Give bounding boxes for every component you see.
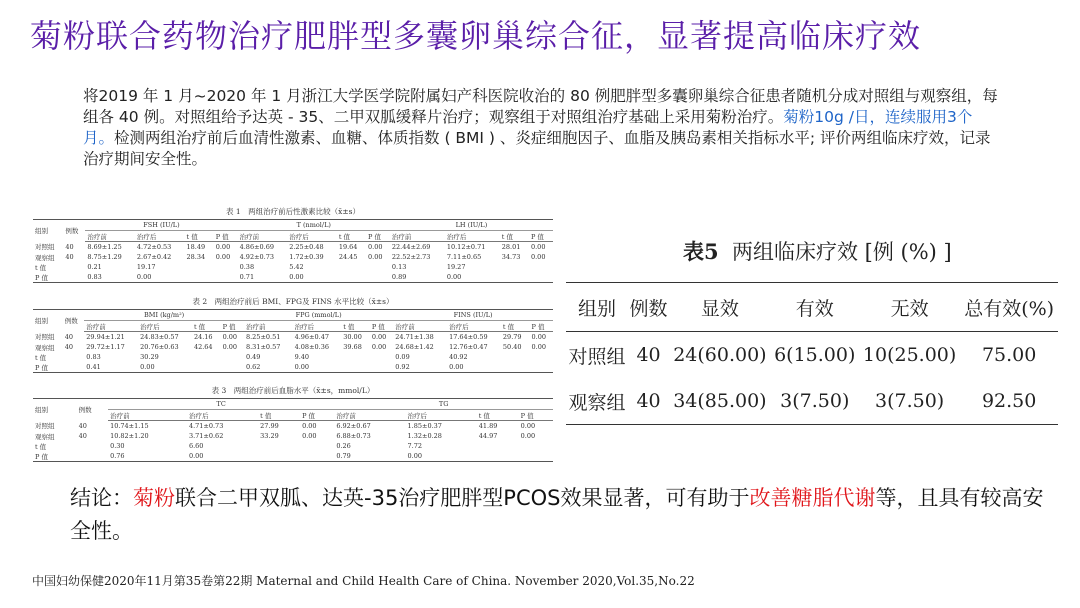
table-cell: 33.29 xyxy=(260,432,279,440)
table-cell xyxy=(221,352,244,362)
table-cell xyxy=(258,451,300,462)
table-cell: 0.00 xyxy=(287,272,337,283)
table-cell xyxy=(341,362,370,373)
table5-caption xyxy=(683,236,952,266)
col-group: 组别 xyxy=(33,220,63,242)
table-cell: 0.00 xyxy=(138,362,192,373)
table-cell: 0.00 xyxy=(520,432,536,440)
table-cell xyxy=(221,362,244,373)
table5-cell: 10(25.00) xyxy=(862,344,957,366)
table-cell: 40 xyxy=(78,432,87,440)
table-cell xyxy=(370,362,393,373)
table5-number: 表5 xyxy=(683,239,719,264)
table-cell xyxy=(501,352,530,362)
metric-header: FINS (IU/L) xyxy=(393,310,553,321)
table-row xyxy=(33,441,553,451)
table-cell: 44.97 xyxy=(478,432,498,440)
metric-header: LH (IU/L) xyxy=(390,220,553,231)
table-cell: 0.00 xyxy=(530,253,546,261)
col-group: 组别 xyxy=(33,310,63,332)
table-cell: 24.45 xyxy=(338,253,358,261)
table5-header: 总有效(%) xyxy=(960,283,1058,332)
table-cell: 28.01 xyxy=(501,243,521,251)
table-cell: t 值 xyxy=(35,442,47,451)
table-cell: 40.92 xyxy=(449,353,468,361)
table-cell: 1.85±0.37 xyxy=(407,422,442,430)
table-cell: 8.31±0.57 xyxy=(245,343,281,351)
table-row xyxy=(33,252,553,262)
table5-header: 无效 xyxy=(859,283,960,332)
table-cell: 8.69±1.25 xyxy=(87,243,122,251)
table-cell: 2.25±0.48 xyxy=(289,243,324,251)
table-cell: 0.83 xyxy=(85,272,135,283)
table-cell: 29.72±1.17 xyxy=(86,343,125,351)
sub-header: t 值 xyxy=(501,321,530,332)
table-cell: P 值 xyxy=(33,362,63,373)
table-row xyxy=(33,272,553,283)
table-cell: 29.94±1.21 xyxy=(86,333,125,341)
table-cell: 41.89 xyxy=(478,422,498,430)
table-cell: 4.96±0.47 xyxy=(294,333,329,341)
table-cell: 观察组 xyxy=(35,343,55,352)
intro-highlight: 菊粉10g /日，连续服用3个月。 xyxy=(83,108,973,147)
col-n: 例数 xyxy=(63,220,85,242)
table-cell: 0.76 xyxy=(108,451,187,462)
table-cell: 0.92 xyxy=(393,362,447,373)
table-cell xyxy=(366,272,390,283)
table-cell: 0.00 xyxy=(406,451,477,462)
citation-footer: 中国妇幼保健2020年11月第35卷第22期 Maternal and Child Health Care of China. November 2020,Vol.35,No.22 xyxy=(32,574,695,588)
table-cell xyxy=(370,352,393,362)
table-cell: 42.64 xyxy=(193,343,213,351)
table-cell: 0.00 xyxy=(447,362,501,373)
table-cell: 0.00 xyxy=(531,333,547,341)
slide-title: 菊粉联合药物治疗肥胖型多囊卵巢综合征，显著提高临床疗效 xyxy=(30,17,922,55)
metric-header: TC xyxy=(108,399,334,410)
sub-header: 治疗前 xyxy=(238,231,288,242)
table-cell: 0.38 xyxy=(239,263,255,271)
sub-header: 治疗前 xyxy=(84,321,138,332)
table-cell xyxy=(63,272,85,283)
table-cell xyxy=(63,352,85,362)
table-cell: 0.71 xyxy=(238,272,288,283)
sub-header: P 值 xyxy=(370,321,393,332)
table-cell: 8.75±1.29 xyxy=(87,253,122,261)
table-cell xyxy=(530,362,553,373)
table-cell: 4.08±0.36 xyxy=(294,343,329,351)
table3-caption: 表 3 两组治疗前后血脂水平（x̄±s，mmol/L） xyxy=(211,386,375,395)
sub-header: P 值 xyxy=(221,321,244,332)
table-cell: 观察组 xyxy=(35,253,55,262)
table2-caption: 表 2 两组治疗前后 BMI、FPG及 FINS 水平比较（x̄±s） xyxy=(192,297,394,306)
table-cell: 40 xyxy=(65,242,74,251)
sub-header: t 值 xyxy=(258,410,300,421)
table-cell: 0.49 xyxy=(245,353,261,361)
table-cell xyxy=(77,451,109,462)
table-cell: 18.49 xyxy=(186,243,206,251)
table5-cell: 对照组 xyxy=(568,345,626,368)
table-cell: 19.27 xyxy=(446,263,466,271)
table-cell: 0.00 xyxy=(215,253,231,261)
sub-header: P 值 xyxy=(529,231,553,242)
conclusion-emphasis-metabolism: 改善糖脂代谢 xyxy=(749,486,876,510)
table1 xyxy=(33,206,553,283)
table5-cell: 40 xyxy=(628,378,669,425)
table5-header: 例数 xyxy=(628,283,669,332)
table-cell: 0.41 xyxy=(84,362,138,373)
table-cell: 50.40 xyxy=(502,343,522,351)
table-cell: 5.42 xyxy=(289,263,304,271)
table-cell xyxy=(477,441,519,451)
table-cell: 0.26 xyxy=(336,442,351,450)
table-cell: 4.86±0.69 xyxy=(239,243,275,251)
sub-header: 治疗前 xyxy=(393,321,447,332)
table-cell: 19.17 xyxy=(136,263,156,271)
sub-header: 治疗后 xyxy=(406,410,477,421)
table-cell: 19.64 xyxy=(338,243,358,251)
table-cell: 4.92±0.73 xyxy=(239,253,275,261)
table-cell: t 值 xyxy=(35,263,47,272)
col-group: 组别 xyxy=(33,399,77,421)
table-cell: 0.09 xyxy=(395,353,410,361)
table2 xyxy=(33,296,553,373)
table-cell: 17.64±0.59 xyxy=(449,333,488,341)
table-cell: 0.00 xyxy=(445,272,500,283)
table-cell xyxy=(63,262,85,272)
table-cell: 0.00 xyxy=(293,362,342,373)
table-row xyxy=(33,352,553,362)
table-cell: 8.25±0.51 xyxy=(245,333,281,341)
table5-title: 两组临床疗效 [例 (%) ] xyxy=(731,240,952,264)
table-cell xyxy=(185,272,214,283)
table-cell: 10.12±0.71 xyxy=(446,243,486,251)
table5 xyxy=(566,282,1058,425)
sub-header: t 值 xyxy=(477,410,519,421)
table-cell: 7.11±0.65 xyxy=(446,253,482,261)
table-cell: t 值 xyxy=(35,353,47,362)
table-cell: 1.72±0.39 xyxy=(289,253,324,261)
table-row xyxy=(33,431,553,441)
table-cell: 0.00 xyxy=(302,432,317,440)
table-cell: 40 xyxy=(64,343,74,351)
table-cell: 1.32±0.28 xyxy=(407,432,442,440)
table5-cell: 34(85.00) xyxy=(669,378,770,425)
table-cell xyxy=(501,362,530,373)
table-cell: 24.71±1.38 xyxy=(395,333,434,341)
table-cell: 0.00 xyxy=(302,422,317,430)
table-cell: 0.00 xyxy=(520,422,536,430)
metric-header: FPG (mmol/L) xyxy=(244,310,393,321)
table-cell: 10.82±1.20 xyxy=(110,432,149,440)
table-cell: 40 xyxy=(64,332,74,341)
sub-header: t 值 xyxy=(500,231,529,242)
table-cell xyxy=(530,352,553,362)
sub-header: P 值 xyxy=(519,410,553,421)
table-row xyxy=(33,242,553,253)
table-cell: 对照组 xyxy=(35,243,55,252)
table-cell: P 值 xyxy=(33,272,63,283)
table-cell: 40 xyxy=(78,421,87,430)
metric-header: BMI (kg/m²) xyxy=(84,310,244,321)
table-cell: 对照组 xyxy=(35,422,55,431)
sub-header: P 值 xyxy=(214,231,238,242)
table-cell: 0.00 xyxy=(368,253,383,261)
table-cell: 0.13 xyxy=(391,263,407,271)
table5-row xyxy=(566,332,1058,379)
intro-text-1: 将2019 年 1 月~2020 年 1 月浙江大学医学院附属妇产科医院收治的 80 例肥胖型多囊卵巢综合征患者随机分成对照组与观察组，每组各 40 例。对照组给予达英 - 35、二甲双胍缓释片治疗；观察组于对照组治疗基础上采用菊粉治疗。 xyxy=(83,87,998,126)
table-cell: 观察组 xyxy=(35,432,55,441)
table-cell xyxy=(337,272,366,283)
conclusion-emphasis-inulin: 菊粉 xyxy=(133,486,175,510)
sub-header: 治疗前 xyxy=(85,231,135,242)
table-row xyxy=(33,421,553,432)
table-cell: 40 xyxy=(65,253,74,261)
sub-header: t 值 xyxy=(185,231,214,242)
table-row xyxy=(33,262,553,272)
table-cell: 0.00 xyxy=(222,343,238,351)
table-cell: 22.44±2.69 xyxy=(391,243,431,251)
table-cell: 0.00 xyxy=(531,343,547,351)
table5-header: 有效 xyxy=(771,283,859,332)
table-cell: 4.71±0.73 xyxy=(188,422,224,430)
sub-header: P 值 xyxy=(366,231,390,242)
table5-header: 组别 xyxy=(566,283,628,332)
sub-header: P 值 xyxy=(300,410,334,421)
table5-header: 显效 xyxy=(669,283,770,332)
table-cell: 0.00 xyxy=(530,243,546,251)
table-cell xyxy=(366,262,390,272)
table-cell: 对照组 xyxy=(35,333,55,342)
table-cell xyxy=(529,272,553,283)
table-cell: 0.00 xyxy=(135,272,185,283)
table-cell: 34.73 xyxy=(501,253,521,261)
table-cell: 0.21 xyxy=(87,263,102,271)
table-cell: 7.72 xyxy=(407,442,423,450)
table-cell xyxy=(77,441,109,451)
sub-header: 治疗后 xyxy=(187,410,258,421)
table5-cell: 观察组 xyxy=(566,378,628,425)
sub-header: 治疗前 xyxy=(108,410,187,421)
metric-header: TG xyxy=(334,399,553,410)
table-cell xyxy=(477,451,519,462)
table-cell xyxy=(341,352,370,362)
table3 xyxy=(33,385,553,462)
table-cell: P 值 xyxy=(33,451,77,462)
table-cell: 22.52±2.73 xyxy=(391,253,431,261)
table-cell xyxy=(519,441,553,451)
table-cell xyxy=(300,451,334,462)
table-row xyxy=(33,332,553,343)
table-cell: 24.16 xyxy=(193,333,213,341)
table5-row xyxy=(566,378,1058,425)
table5-cell: 40 xyxy=(636,344,661,366)
table-cell: 0.83 xyxy=(86,353,101,361)
table-cell: 6.92±0.67 xyxy=(336,422,371,430)
table-cell xyxy=(300,441,334,451)
col-n: 例数 xyxy=(77,399,109,421)
table-cell: 0.00 xyxy=(371,343,387,351)
conclusion-text: 联合二甲双胍、达英-35治疗肥胖型PCOS效果显著，可有助于 xyxy=(175,486,750,510)
table-cell: 39.68 xyxy=(343,343,362,351)
sub-header: 治疗后 xyxy=(287,231,337,242)
sub-header: 治疗前 xyxy=(390,231,445,242)
metric-header: FSH (IU/L) xyxy=(85,220,237,231)
table-row xyxy=(33,362,553,373)
metric-header: T (nmol/L) xyxy=(238,220,390,231)
table1-caption: 表 1 两组治疗前后性激素比较（x̄±s） xyxy=(225,207,361,216)
table-cell: 10.74±1.15 xyxy=(110,422,149,430)
sub-header: t 值 xyxy=(337,231,366,242)
sub-header: 治疗后 xyxy=(293,321,342,332)
table-cell: 6.88±0.73 xyxy=(336,432,371,440)
table-cell: 0.62 xyxy=(244,362,293,373)
sub-header: 治疗后 xyxy=(447,321,501,332)
table-row xyxy=(33,342,553,352)
conclusion-text-end: 等，且具有较高安全性。 xyxy=(70,486,1044,543)
table5-cell: 6(15.00) xyxy=(774,344,856,366)
table-cell xyxy=(529,262,553,272)
conclusion xyxy=(70,482,1050,548)
table-cell: 12.76±0.47 xyxy=(449,343,488,351)
sub-header: t 值 xyxy=(192,321,221,332)
conclusion-label: 结论： xyxy=(70,486,133,510)
sub-header: 治疗后 xyxy=(135,231,185,242)
table-cell: 24.83±0.57 xyxy=(140,333,179,341)
table-cell: 24.68±1.42 xyxy=(395,343,434,351)
table-cell xyxy=(192,352,221,362)
table-cell: 29.79 xyxy=(502,333,522,341)
table-cell xyxy=(192,362,221,373)
sub-header: 治疗前 xyxy=(244,321,293,332)
table-cell: 0.00 xyxy=(371,333,387,341)
table-cell: 2.67±0.42 xyxy=(136,253,172,261)
sub-header: 治疗前 xyxy=(334,410,405,421)
table-cell: 30.29 xyxy=(140,353,159,361)
table-cell xyxy=(185,262,214,272)
table-cell xyxy=(500,272,529,283)
table-cell: 0.89 xyxy=(390,272,445,283)
table5-cell: 3(7.50) xyxy=(771,378,859,425)
table5-cell: 24(60.00) xyxy=(673,344,767,366)
sub-header: P 值 xyxy=(530,321,553,332)
table5-cell: 75.00 xyxy=(981,344,1037,366)
intro-text-2: 检测两组治疗前后血清性激素、血糖、体质指数 ( BMI ) 、炎症细胞因子、血脂及胰岛素相关指标水平; 评价两组临床疗效，记录治疗期间安全性。 xyxy=(83,129,991,168)
table-cell xyxy=(214,262,238,272)
sub-header: 治疗后 xyxy=(138,321,192,332)
table-cell: 9.40 xyxy=(294,353,310,361)
table-cell xyxy=(519,451,553,462)
table-cell: 0.00 xyxy=(187,451,258,462)
table-cell: 30.00 xyxy=(343,333,362,341)
table-cell xyxy=(500,262,529,272)
table-cell: 0.30 xyxy=(110,442,125,450)
table-cell: 0.00 xyxy=(215,243,231,251)
col-n: 例数 xyxy=(63,310,85,332)
table-cell: 4.72±0.53 xyxy=(136,243,172,251)
table-cell: 20.76±0.63 xyxy=(140,343,179,351)
study-description xyxy=(83,86,1003,170)
table-cell: 3.71±0.62 xyxy=(188,432,224,440)
table-cell: 0.00 xyxy=(368,243,383,251)
table-cell xyxy=(337,262,366,272)
table-cell: 27.99 xyxy=(260,422,279,430)
sub-header: t 值 xyxy=(341,321,370,332)
table-cell xyxy=(63,362,85,373)
table-cell: 28.34 xyxy=(186,253,206,261)
table-cell xyxy=(258,441,300,451)
table-cell: 0.00 xyxy=(222,333,238,341)
table5-cell: 3(7.50) xyxy=(859,378,960,425)
table-cell: 0.79 xyxy=(334,451,405,462)
table-cell xyxy=(214,272,238,283)
table-row xyxy=(33,451,553,462)
table-cell: 6.60 xyxy=(188,442,204,450)
table5-cell: 92.50 xyxy=(960,378,1058,425)
sub-header: 治疗后 xyxy=(445,231,500,242)
